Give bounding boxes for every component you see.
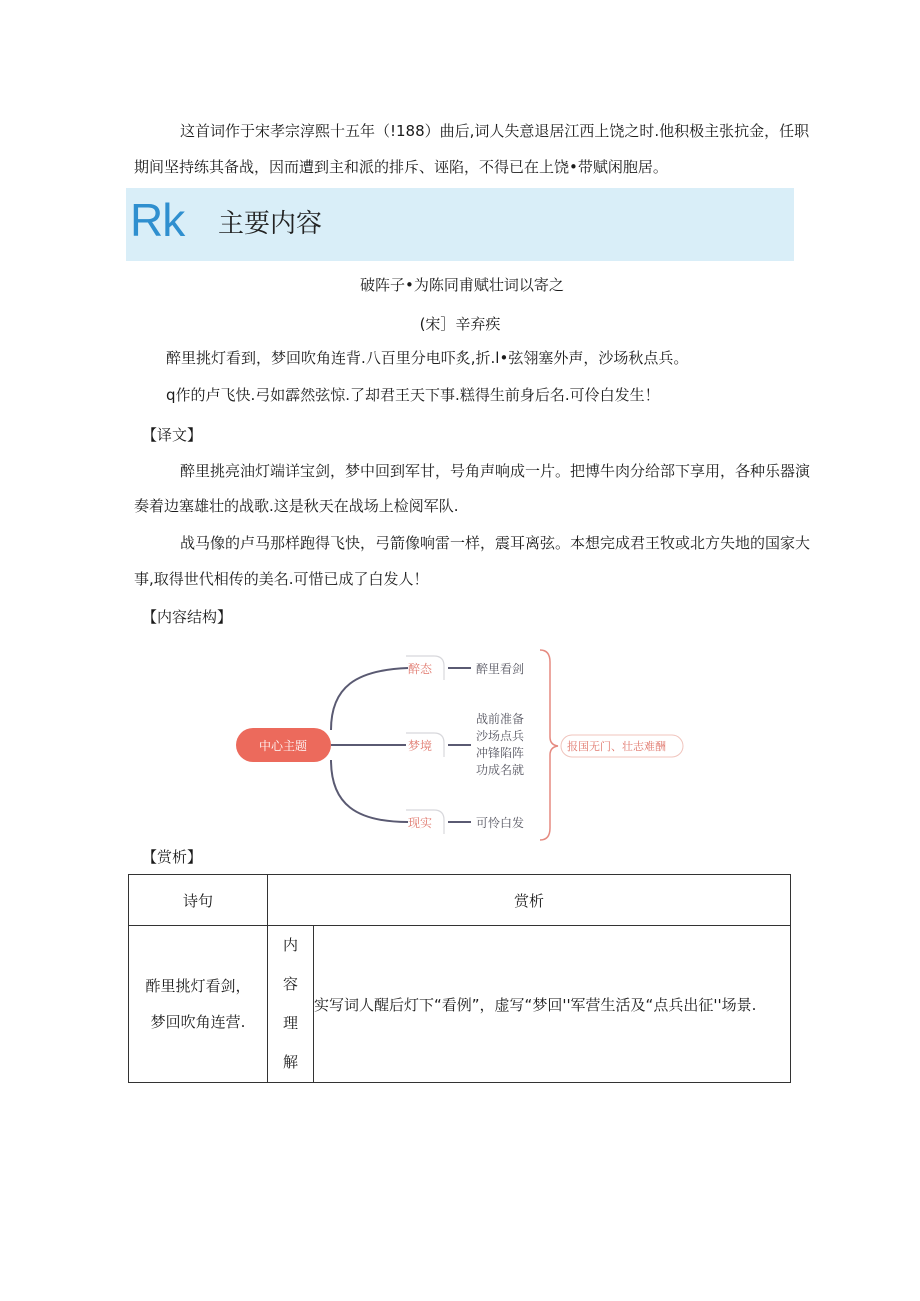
leaf-item: 沙场点兵 (476, 729, 525, 743)
translation-heading: 【译文】 (142, 426, 203, 444)
aspect-cell (268, 926, 314, 1083)
poem-cell-line-2: 梦回吹角连营. (150, 1013, 246, 1031)
table-row (129, 926, 791, 1083)
mind-map (236, 642, 686, 846)
summary-bracket (540, 650, 558, 840)
structure-heading: 【内容结构】 (142, 608, 233, 626)
mind-map-branch-line (331, 668, 408, 730)
banner-logo: Rk (130, 194, 185, 246)
summary-label: 报国无门、壮志难酬 (567, 740, 666, 753)
poem-line-2: q作的卢飞快.弓如霹然弦惊.了却君王天下事.糕得生前身后名.可伶白发生！ (166, 386, 660, 404)
banner-title: 主要内容 (218, 209, 323, 239)
col-header-analysis: 赏析 (268, 875, 791, 926)
translation-p2-b: 事,取得世代相传的美名.可惜已成了白发人！ (134, 570, 429, 588)
branch-label-drunk: 醉态 (408, 662, 433, 676)
translation-p2-a: 战马像的卢马那样跑得飞快，弓箭像响雷一样，震耳离弦。本想完成君王牧或北方失地的国家大 (180, 534, 811, 552)
branch-label-reality: 现实 (408, 816, 433, 830)
leaf-item: 醉里看剑 (476, 662, 525, 676)
analysis-text-cell: 实写词人醒后灯下“看例”，虚写“梦回''军营生活及“点兵出征''场景. (314, 926, 791, 1083)
intro-line-1: 这首词作于宋孝宗淳熙十五年（!188）曲后,词人失意退居江西上饶之时.他积极主张抗金，任职 (180, 122, 810, 140)
leaf-item: 功成名就 (476, 763, 525, 777)
table-header-row (129, 875, 791, 926)
translation-p1-a: 醉里挑亮油灯端详宝剑，梦中回到军甘，号角声响成一片。把博牛肉分给部下享用，各种乐器演 (180, 462, 811, 480)
aspect-char: 容 (282, 975, 298, 993)
analysis-table (128, 874, 791, 1083)
mind-map-branch-line (331, 760, 408, 822)
poem-title: 破阵子•为陈同甫赋壮词以寄之 (360, 276, 564, 294)
translation-p1-b: 奏着边塞雄壮的战歌.这是秋天在战场上检阅军队. (134, 497, 459, 515)
poem-author: (宋］辛弃疾 (419, 315, 501, 333)
leaf-item: 战前准备 (476, 712, 525, 726)
analysis-heading: 【赏析】 (142, 848, 203, 866)
col-header-poem: 诗句 (129, 875, 268, 926)
poem-line-1: 醉里挑灯看到，梦回吹角连背.八百里分电吓炙,折.l•弦翎塞外声，沙场秋点兵。 (166, 349, 689, 367)
poem-cell-line-1: 酢里挑灯看剑， (145, 977, 251, 995)
leaf-item: 可怜白发 (476, 816, 525, 830)
section-banner (126, 188, 794, 261)
aspect-char: 理 (282, 1014, 298, 1032)
center-topic-label: 中心主题 (258, 739, 308, 753)
aspect-char: 解 (282, 1053, 298, 1071)
intro-line-2: 期间坚持练其备战，因而遭到主和派的排斥、诬陷，不得已在上饶•带赋闲胞居。 (134, 158, 668, 176)
poem-cell (129, 926, 268, 1083)
leaf-item: 冲锋陷阵 (476, 746, 525, 760)
branch-label-dream: 梦境 (408, 739, 433, 753)
aspect-char: 内 (282, 936, 298, 954)
